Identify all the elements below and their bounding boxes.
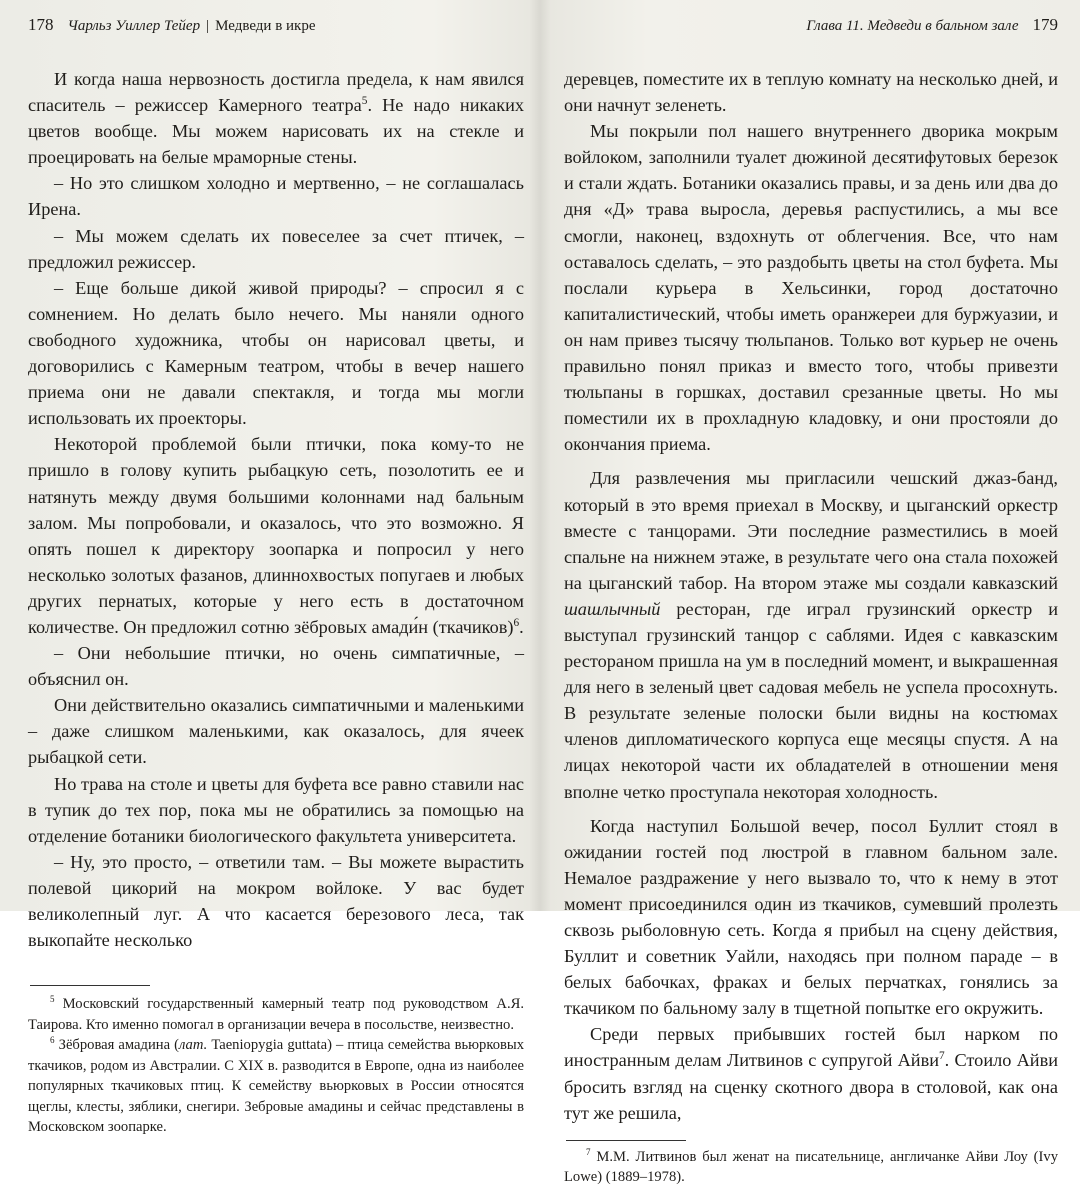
right-body-text	[564, 66, 1058, 1126]
left-running-head	[28, 14, 524, 44]
paragraph: Мы покрыли пол нашего внутреннего дворика мокрым войлоком, заполнили туалет дюжиной десятифутовых березок и стали ждать. Ботаники оказались правы, и за день или два до дня «Д» трава выросла, деревья распустились, а мы все смогли, наконец, вздохнуть от облегчения. Все, что нам оставалось сделать, – это раздобыть цветы на стол буфета. Мы послали курьера в Хельсинки, город достаточно капиталистический, чтобы иметь оранжереи для буржуазии, и он нам привез тысячу тюльпанов. Только вот курьер не очень правильно понял приказ и вместо того, чтобы привезти тюльпаны в горшках, доставил срезанные цветы. Но мы поместили их в прохладную кладовку, и они простояли до окончания приема.	[564, 121, 1058, 455]
paragraph: Для развлечения мы пригласили чешский джаз-банд, который в это время приехал в Москву, и цыганский оркестр вместе с танцорами. Эти последние разместились в моей спальне на нижнем этаже, в результате чего она стала похожей на цыганский табор. На втором этаже мы создали кавказский шашлычный ресторан, где играл грузинский оркестр и выступал грузинский танцор с саблями. Идея с кавказским рестораном пришла на ум в последний момент, и выкрашенная для него в зеленый цвет садовая мебель не успела просохнуть. В результате зеленые полоски были видны на костюмах членов дипломатического корпуса еще месяцы спустя. А на лицах некоторой части их обладателей в отношении меня вполне четко проступала некоторая холодность.	[564, 468, 1058, 802]
footnote: $^7$ М.М. Литвинов был женат на писательнице, англичанке Айви Лоу (Ivy Lowe) (1889–1978).	[564, 1146, 1058, 1186]
paragraph: деревцев, поместите их в теплую комнату на несколько дней, и они начнут зеленеть.	[564, 69, 1058, 116]
left-page-number: 178	[28, 15, 54, 34]
paragraph: Среди первых прибывших гостей был нарком по иностранным делам Литвинов с супругой Айви$^7$. Стоило Айви бросить взгляд на сценку скотного двора в столовой, как она тут же решила,	[564, 1024, 1058, 1123]
right-footnotes	[564, 1147, 1058, 1188]
footnote-ref: 7	[939, 1050, 945, 1063]
left-page	[0, 0, 540, 1136]
paragraph: Но трава на столе и цветы для буфета все равно ставили нас в тупик до тех пор, пока мы не обратились за помощью на отделение ботаники биологического факультета университета.	[28, 773, 524, 846]
paragraph: – Они небольшие птички, но очень симпатичные, – объяснил он.	[28, 643, 524, 690]
paragraph: – Еще больше дикой живой природы? – спросил я с сомнением. Но делать было нечего. Мы наняли одного свободного художника, чтобы он нарисовал цветы, и договорились с Камерным театром, чтобы в вечер нашего приема они не давали спектакля, и тогда мы могли использовать их проекторы.	[28, 277, 524, 429]
footnote-ref: 6	[513, 616, 520, 629]
chapter-title: Глава 11. Медведи в бальном зале	[806, 18, 1019, 34]
paragraph: Когда наступил Большой вечер, посол Буллит стоял в ожидании гостей под люстрой в главном бальном зале. Немалое раздражение у него вызвало то, что к нему в этот момент присоединился один из ткачиков, сумевший пролезть сквозь рыболовную сеть. Когда я прибыл на сцену действия, Буллит и советник Уайли, находясь при полном параде – в белых бабочках, фраках и белых перчатках, гонялись за ткачиком по бальному залу в тщетной попытке его окружить.	[564, 815, 1058, 1019]
paragraph: И когда наша нервозность достигла предела, к нам явился спаситель – режиссер Камерного театра$^5$. Не надо никаких цветов вообще. Мы можем нарисовать их на стекле и проецировать на белые мраморные стены.	[28, 69, 525, 168]
footnote-divider	[30, 985, 150, 986]
paragraph: Некоторой проблемой были птички, пока кому-то не пришло в голову купить рыбацкую сеть, позолотить ее и натянуть между двумя большими колоннами над бальным залом. Мы попробовали, и оказалось, что это возможно. Я опять пошел к директору зоопарка и попросил у него несколько золотых фазанов, длиннохвостых попугаев и любых других пернатых, которые у него есть в достаточном количестве. Он предложил сотню зёбровых амади́н (ткачиков)$^6$.	[28, 434, 524, 637]
footnote: $^5$ Московский государственный камерный театр под руководством А.Я. Таирова. Кто именно помогал в организации вечера в посольстве, неизвестно.	[28, 994, 524, 1033]
paragraph: Они действительно оказались симпатичными и маленькими – даже слишком маленькими, как оказалось, для ячеек рыбацкой сети.	[28, 695, 524, 768]
left-body-text	[28, 66, 524, 953]
footnote-ref: 5	[361, 95, 368, 107]
footnote-divider	[566, 1140, 686, 1141]
paragraph: – Мы можем сделать их повеселее за счет птичек, – предложил режиссер.	[28, 225, 524, 272]
header-separator: |	[206, 18, 210, 34]
right-running-head	[564, 14, 1058, 44]
right-page	[540, 0, 1080, 1186]
right-page-number: 179	[1032, 15, 1058, 34]
author-name: Чарльз Уиллер Тейер	[67, 18, 201, 34]
book-title: Медведи в икре	[215, 18, 316, 34]
paragraph: – Ну, это просто, – ответили там. – Вы можете вырастить полевой цикорий на мокром войлоке. У вас будет великолепный луг. А что касается березового леса, так выкопайте несколько	[28, 851, 524, 951]
footnote: $^6$ Зёбровая амадина (лат. Taeniopygia guttata) – птица семейства вьюрковых ткачиков, родом из Австралии. С XIX в. разводится в Европе, одна из наиболее популярных ткачиковых птиц. К семейству вьюрковых в России относятся щеглы, клесты, зяблики, снегири. Зебровые амадины и сейчас представлены в Московском зоопарке.	[28, 1035, 524, 1136]
left-footnotes	[28, 994, 524, 1138]
paragraph: – Но это слишком холодно и мертвенно, – не соглашалась Ирена.	[28, 173, 524, 220]
